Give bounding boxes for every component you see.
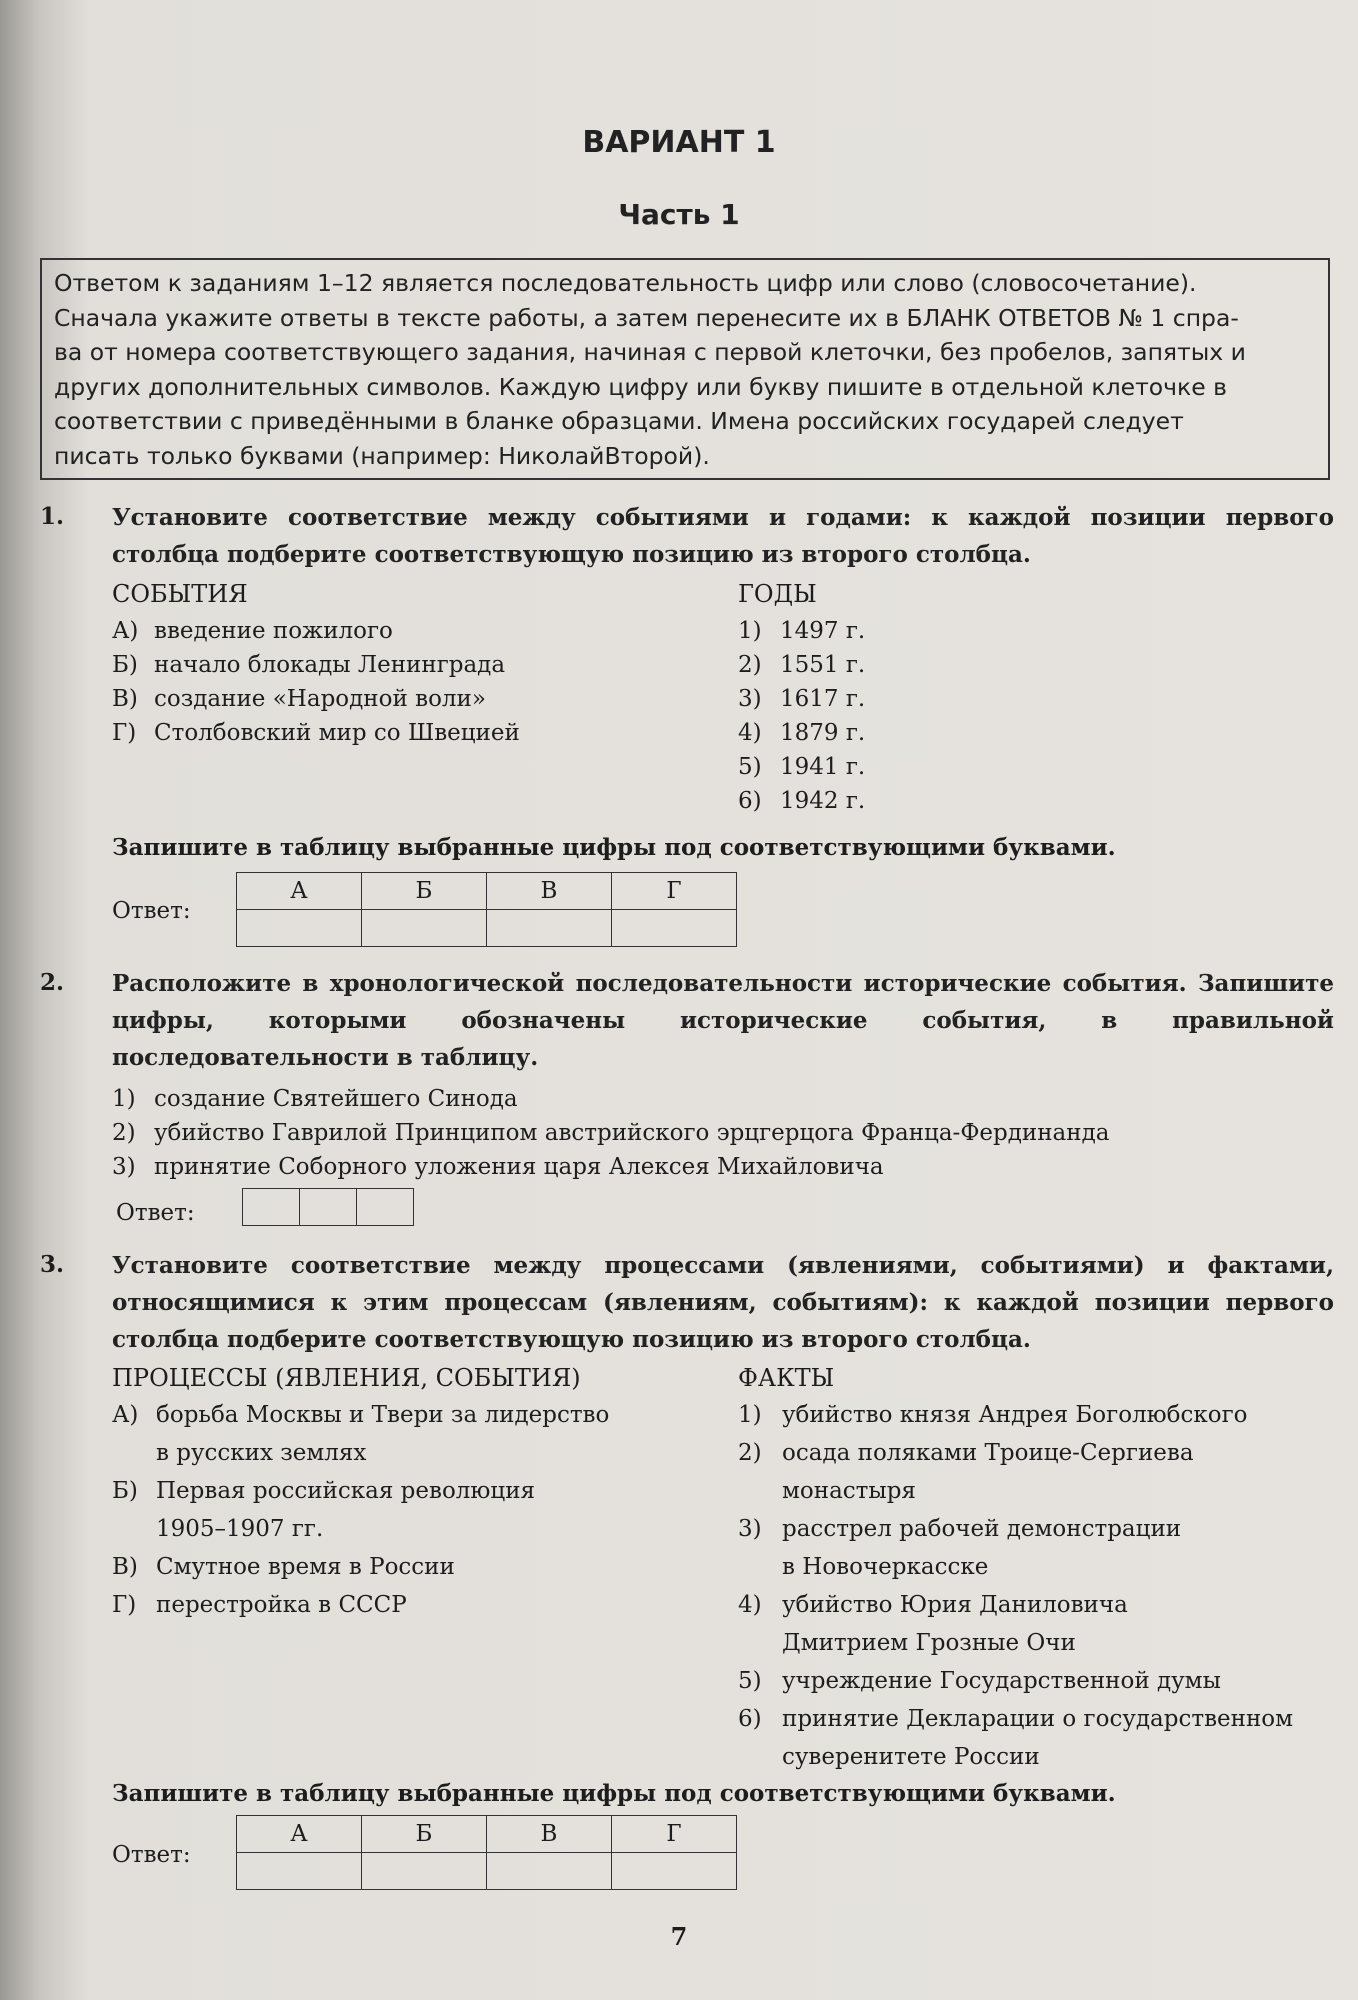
instruction-line: соответствии с приведёнными в бланке образцами. Имена российских государей следует <box>54 407 1184 436</box>
answer-cell[interactable] <box>362 910 487 947</box>
answer-cell[interactable] <box>612 1853 737 1890</box>
question-text: Расположите в хронологической последовательности исторические события. Запишите цифры, которыми обозначены исторические события, в правильной последовательности в таблицу. <box>112 970 1334 1071</box>
answer-cell[interactable] <box>357 1189 414 1226</box>
answer-cell[interactable] <box>612 910 737 947</box>
answer-cell[interactable] <box>300 1189 357 1226</box>
list-item-continuation: суверенитете России <box>782 1744 1040 1770</box>
answer-cell[interactable] <box>487 910 612 947</box>
question-text: Установите соответствие между событиями и годами: к каждой позиции первого столбца подберите соответствующую позицию из второго столбца. <box>112 504 1334 568</box>
list-item-continuation: 1905–1907 гг. <box>156 1516 324 1542</box>
page-number: 7 <box>670 1922 688 1951</box>
list-item: В) создание «Народной воли» <box>112 686 486 712</box>
answer-col-header: А <box>237 1816 362 1853</box>
question-text: Установите соответствие между процессами (явлениями, событиями) и фактами, относящимися к этим процессам (явлениям, событиям): к каждой позиции первого столбца подберите соответствующую позицию из второго столбца. <box>112 1252 1334 1353</box>
question-number: 2. <box>40 969 65 996</box>
list-item: 5) учреждение Государственной думы <box>738 1668 1221 1694</box>
list-item: 1) 1497 г. <box>738 618 866 644</box>
instruction-note: Запишите в таблицу выбранные цифры под соответствующими буквами. <box>112 834 1116 861</box>
list-item: 3) 1617 г. <box>738 686 866 712</box>
question-number: 3. <box>40 1251 65 1278</box>
answer-label: Ответ: <box>112 898 191 924</box>
instruction-line: других дополнительных символов. Каждую цифру или букву пишите в отдельной клеточке в <box>54 372 1227 401</box>
list-item: 3) расстрел рабочей демонстрации <box>738 1516 1182 1542</box>
answer-label: Ответ: <box>112 1842 191 1868</box>
list-item: Б) Первая российская революция <box>112 1478 536 1504</box>
variant-title: ВАРИАНТ 1 <box>582 125 776 160</box>
answer-cell[interactable] <box>237 1853 362 1890</box>
instruction-line: Ответом к заданиям 1–12 является последовательность цифр или слово (словосочетание). <box>54 269 1197 297</box>
answer-col-header: Г <box>612 873 737 910</box>
facts-header: ФАКТЫ <box>738 1364 835 1392</box>
instruction-note: Запишите в таблицу выбранные цифры под соответствующими буквами. <box>112 1780 1116 1807</box>
answer-table <box>242 1188 414 1226</box>
answer-col-header: А <box>237 873 362 910</box>
list-item: 1) убийство князя Андрея Боголюбского <box>738 1402 1248 1428</box>
answer-table <box>236 872 737 947</box>
answer-col-header: Г <box>612 1816 737 1853</box>
list-item: 6) 1942 г. <box>738 788 866 814</box>
answer-col-header: В <box>487 1816 612 1853</box>
list-item: 2) 1551 г. <box>738 652 866 678</box>
list-item: 2) осада поляками Троице-Сергиева <box>738 1440 1194 1466</box>
answer-table <box>236 1815 737 1890</box>
years-header: ГОДЫ <box>738 580 817 608</box>
answer-cell[interactable] <box>237 910 362 947</box>
part-title: Часть 1 <box>618 198 740 231</box>
list-item-continuation: Дмитрием Грозные Очи <box>782 1630 1076 1656</box>
list-item-continuation: в русских землях <box>156 1440 367 1466</box>
list-item: В) Смутное время в России <box>112 1554 455 1580</box>
instruction-line: Сначала укажите ответы в тексте работы, а затем перенесите их в БЛАНК ОТВЕТОВ № 1 спра- <box>54 303 1239 332</box>
list-item: Б) начало блокады Ленинграда <box>112 652 506 678</box>
list-item: 2) убийство Гаврилой Принципом австрийского эрцгерцога Франца-Фердинанда <box>112 1120 1110 1146</box>
list-item: А) введение пожилого <box>112 618 393 644</box>
list-item: 5) 1941 г. <box>738 754 866 780</box>
list-item: 1) создание Святейшего Синода <box>112 1086 518 1112</box>
instruction-line: ва от номера соответствующего задания, начиная с первой клеточки, без пробелов, запятых и <box>54 338 1246 367</box>
processes-header: ПРОЦЕССЫ (ЯВЛЕНИЯ, СОБЫТИЯ) <box>112 1364 581 1392</box>
list-item-continuation: в Новочеркасске <box>782 1554 989 1580</box>
list-item: Г) Столбовский мир со Швецией <box>112 720 520 746</box>
answer-label: Ответ: <box>116 1200 195 1226</box>
list-item: 6) принятие Декларации о государственном <box>738 1706 1294 1732</box>
list-item: 3) принятие Соборного уложения царя Алексея Михайловича <box>112 1154 884 1180</box>
instruction-line: писать только буквами (например: НиколайВторой). <box>54 441 710 470</box>
answer-col-header: Б <box>362 1816 487 1853</box>
list-item-continuation: монастыря <box>782 1478 916 1504</box>
instruction-box <box>40 258 1330 480</box>
list-item: 4) 1879 г. <box>738 720 866 746</box>
answer-cell[interactable] <box>487 1853 612 1890</box>
answer-cell[interactable] <box>362 1853 487 1890</box>
answer-col-header: В <box>487 873 612 910</box>
list-item: Г) перестройка в СССР <box>112 1592 407 1618</box>
answer-col-header: Б <box>362 873 487 910</box>
list-item: А) борьба Москвы и Твери за лидерство <box>112 1402 610 1428</box>
question-number: 1. <box>40 503 65 530</box>
list-item: 4) убийство Юрия Даниловича <box>738 1592 1128 1618</box>
answer-cell[interactable] <box>243 1189 300 1226</box>
events-header: СОБЫТИЯ <box>112 580 248 608</box>
